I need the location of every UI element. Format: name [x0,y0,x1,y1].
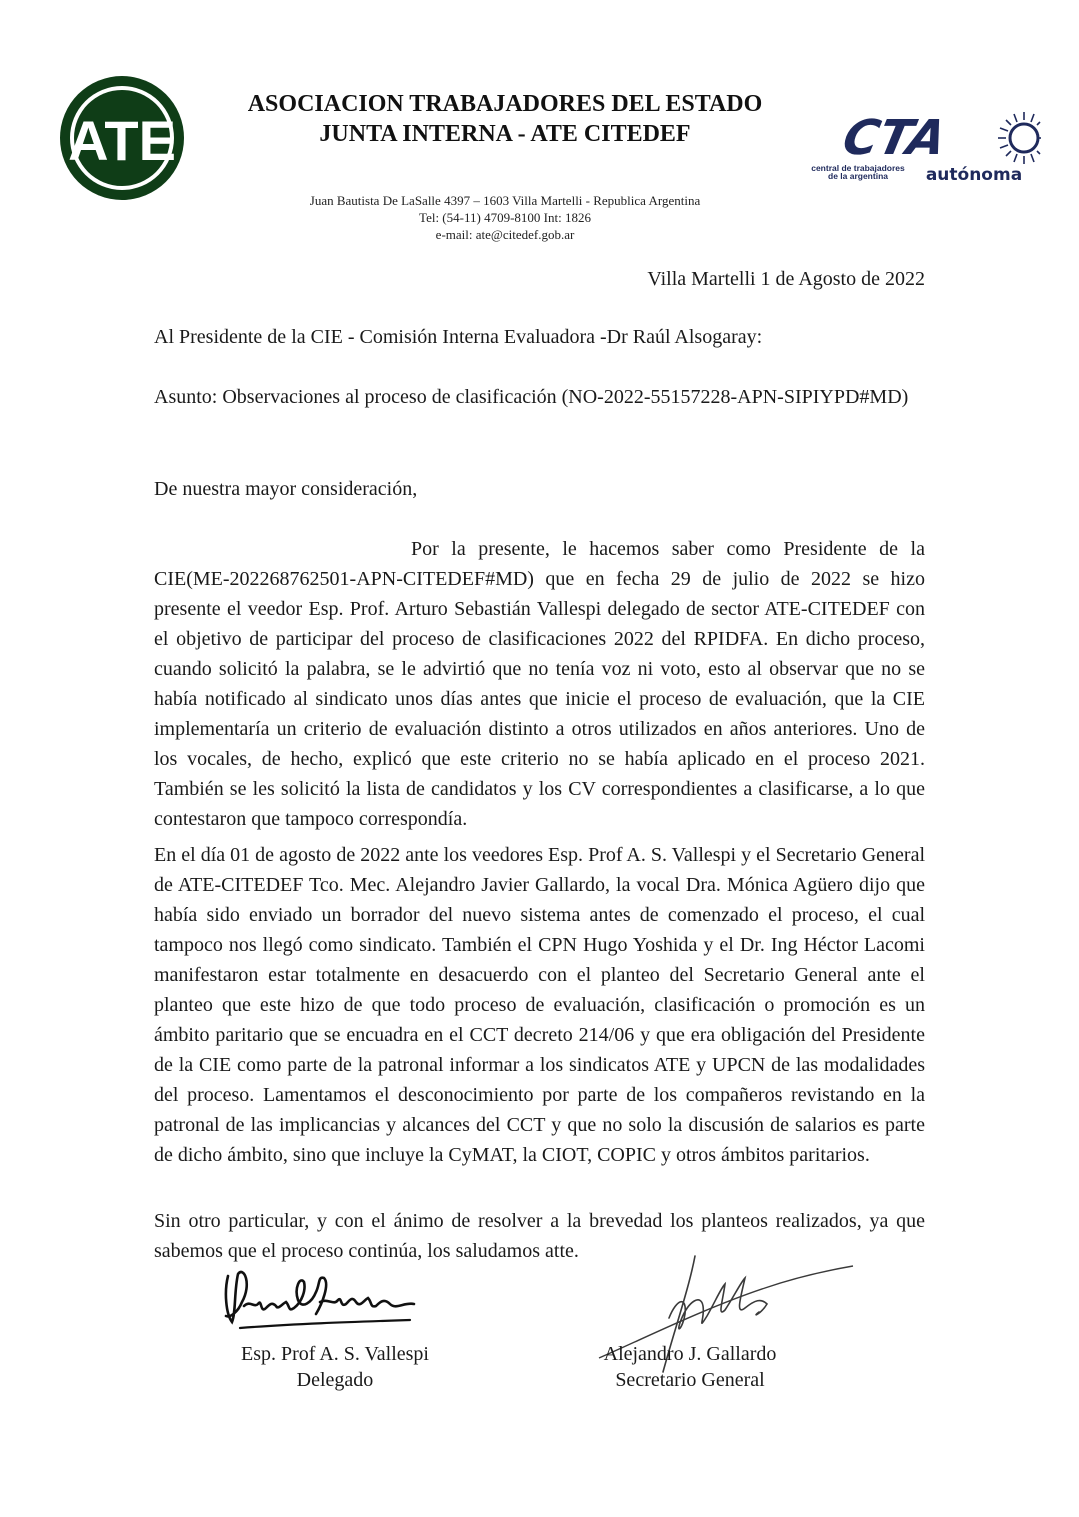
signatory-role: Secretario General [615,1369,765,1391]
svg-text:central de trabajadores: central de trabajadores [811,163,905,173]
signatory-name: Alejandro J. Gallardo [603,1343,777,1365]
sun-emblem-icon [998,112,1041,164]
signatory-role: Delegado [296,1369,374,1391]
org-title-line2: JUNTA INTERNA - ATE CITEDEF [319,121,691,147]
letter-recipient: Al Presidente de la CIE - Comisión Interna Evaluadora -Dr Raúl Alsogaray: [154,326,763,348]
letter-body-paragraph-1: Por la presente, le hacemos saber como Presidente de la CIE(ME-202268762501-APN-CITEDEF#MD) que en fecha 29 de julio de 2022 se hizo presente el veedor Esp. Prof. Arturo Sebastián Vallespi delegado de sector ATE-CITEDEF con el objetivo de participar del proceso de clasificaciones 2022 del RPIDFA. En dicho proceso, cuando solicitó la palabra, se le advirtió que no tenía voz ni voto, esto al observar que no se había notificado al sindicato unos días antes que inicie el proceso de evaluación, que la CIE implementaría un criterio de evaluación distinto a otros utilizados en años anteriores. Uno de los vocales, de hecho, explicó que este criterio no se había aplicado en el proceso 2021. También se les solicitó la lista de candidatos y los CV correspondientes a clasificarse, a lo que contestaron que tampoco correspondía. [154,538,925,830]
signature-block-1 [205,1341,465,1393]
address-phone: Tel: (54-11) 4709-8100 Int: 1826 [419,210,591,225]
letter-greeting: De nuestra mayor consideración, [154,478,418,500]
letter-subject: Asunto: Observaciones al proceso de clasificación (NO-2022-55157228-APN-SIPIYPD#MD) [154,386,909,408]
signature-vallespi [220,1262,425,1334]
organization-title [200,89,810,149]
letter-closing: Sin otro particular, y con el ánimo de resolver a la brevedad los planteos realizados, ya que sabemos que el proceso continúa, los saludamos atte. [154,1210,925,1262]
letter-body-paragraph-2: En el día 01 de agosto de 2022 ante los veedores Esp. Prof A. S. Vallespi y el Secretario General de ATE-CITEDEF Tco. Mec. Alejandro Javier Gallardo, la vocal Dra. Mónica Agüero dijo que había sido enviado un borrador del nuevo sistema antes de comenzado el proceso, el cual tampoco nos llegó como sindicato. También el CPN Hugo Yoshida y el Dr. Ing Héctor Lacomi manifestaron estar totalmente en desacuerdo con el planteo del Secretario General ante el planteo que este hizo de que todo proceso de evaluación, clasificación o promoción es un ámbito paritario que se encuadra en el CCT decreto 214/06 y que era obligación del Presidente de la CIE como parte de la patronal informar a los sindicatos ATE y UPCN de las modalidades del proceso. Lamentamos el desconocimiento por parte de los compañeros revistando en la patronal de las implicancias y alcances del CCT y que no solo la discusión de salarios es parte de dicho ámbito, sino que incluye la CyMAT, la CIOT, COPIC y otros ámbitos paritarios. [154,844,925,1166]
org-title-line1: ASOCIACION TRABAJADORES DEL ESTADO [247,91,763,117]
address-email: e-mail: ate@citedef.gob.ar [435,227,575,242]
svg-text:de la argentina: de la argentina [828,171,888,181]
address-block [250,192,760,243]
signature-block-2 [560,1341,820,1393]
ate-logo [58,74,186,202]
svg-text:CTA: CTA [838,110,952,166]
svg-text:autónoma: autónoma [925,165,1023,184]
address-street: Juan Bautista De LaSalle 4397 – 1603 Villa Martelli - Republica Argentina [309,193,701,208]
cta-logo [806,108,1041,184]
letter-date: Villa Martelli 1 de Agosto de 2022 [647,268,925,290]
signatory-name: Esp. Prof A. S. Vallespi [241,1343,429,1365]
svg-text:ATE: ATE [68,109,176,172]
